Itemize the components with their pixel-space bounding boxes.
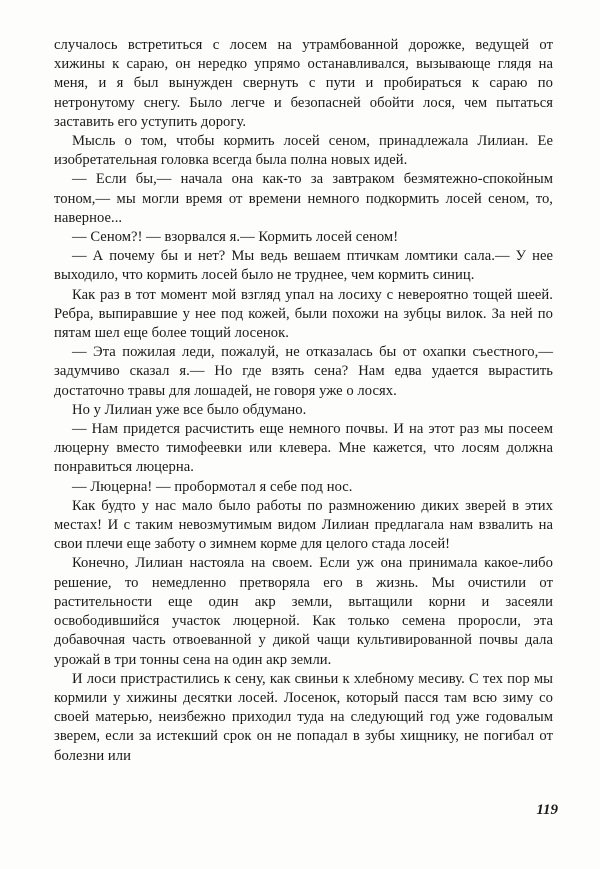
paragraph: И лоси пристрастились к сену, как свиньи к хлебному месиву. С тех пор мы кормили у хижины десятки лосей. Лосенок, который пасся там всю зиму со своей матерью, неизбежно приходил туда на следующий год уже годовалым зверем, если за истекший срок он не попадал в зубы хищнику, не погибал от болезни или — [54, 670, 553, 764]
paragraph: — Сеном?! — взорвался я.— Кормить лосей сеном! — [72, 229, 399, 246]
paragraph: Но у Лилиан уже все было обдумано. — [72, 401, 307, 418]
paragraph: — Эта пожилая леди, пожалуй, не отказалась бы от охапки съестного,— задумчиво сказал я.— Но где взять сена? Нам едва удается вырастить достаточно травы для лошадей, не говоря уже о лосях. — [54, 344, 553, 399]
paragraph: Как будто у нас мало было работы по размножению диких зверей в этих местах! И с таким невозмутимым видом Лилиан предлагала нам взвалить на свои плечи еще заботу о зимнем корме для целого стада лосей! — [54, 497, 553, 553]
paragraph: — Люцерна! — пробормотал я себе под нос. — [72, 478, 353, 495]
paragraph: — А почему бы и нет? Мы ведь вешаем птичкам ломтики сала.— У нее выходило, что кормить лосей было не труднее, чем кормить синиц. — [54, 248, 553, 284]
paragraph: Конечно, Лилиан настояла на своем. Если уж она принимала какое-либо решение, то немедленно претворяла его в жизнь. Мы очистили от растительности еще один акр земли, вытащили корни и засеяли освободившийся участок люцерной. Как только семена проросли, эта добавочная часть отвоеванной у дикой чащи культивированной почвы дала урожай в три тонны сена на один акр земли. — [54, 555, 553, 668]
body-text — [54, 36, 553, 766]
page-number: 119 — [536, 802, 558, 818]
paragraph: Мысль о том, чтобы кормить лосей сеном, принадлежала Лилиан. Ее изобретательная головка всегда была полна новых идей. — [54, 133, 553, 169]
paragraph: случалось встретиться с лосем на утрамбованной дорожке, ведущей от хижины к сараю, он нередко упрямо останавливался, вызывающе глядя на меня, и я был вынужден свернуть с пути и пробираться к сараю по нетронутому снегу. Было легче и безопасней обойти лося, чем пытаться заставить его уступить дорогу. — [54, 37, 553, 130]
paragraph: — Нам придется расчистить еще немного почвы. И на этот раз мы посеем люцерну вместо тимофеевки или клевера. Мне кажется, что лосям должна понравиться люцерна. — [54, 421, 553, 476]
paragraph: Как раз в тот момент мой взгляд упал на лосиху с невероятно тощей шеей. Ребра, выпиравшие у нее под кожей, были похожи на зубцы вилок. За ней по пятам шел еще более тощий лосенок. — [54, 286, 553, 342]
paragraph: — Если бы,— начала она как-то за завтраком безмятежно-спокойным тоном,— мы могли время от времени немного подкормить лосей сеном, то, наверное... — [54, 171, 553, 226]
